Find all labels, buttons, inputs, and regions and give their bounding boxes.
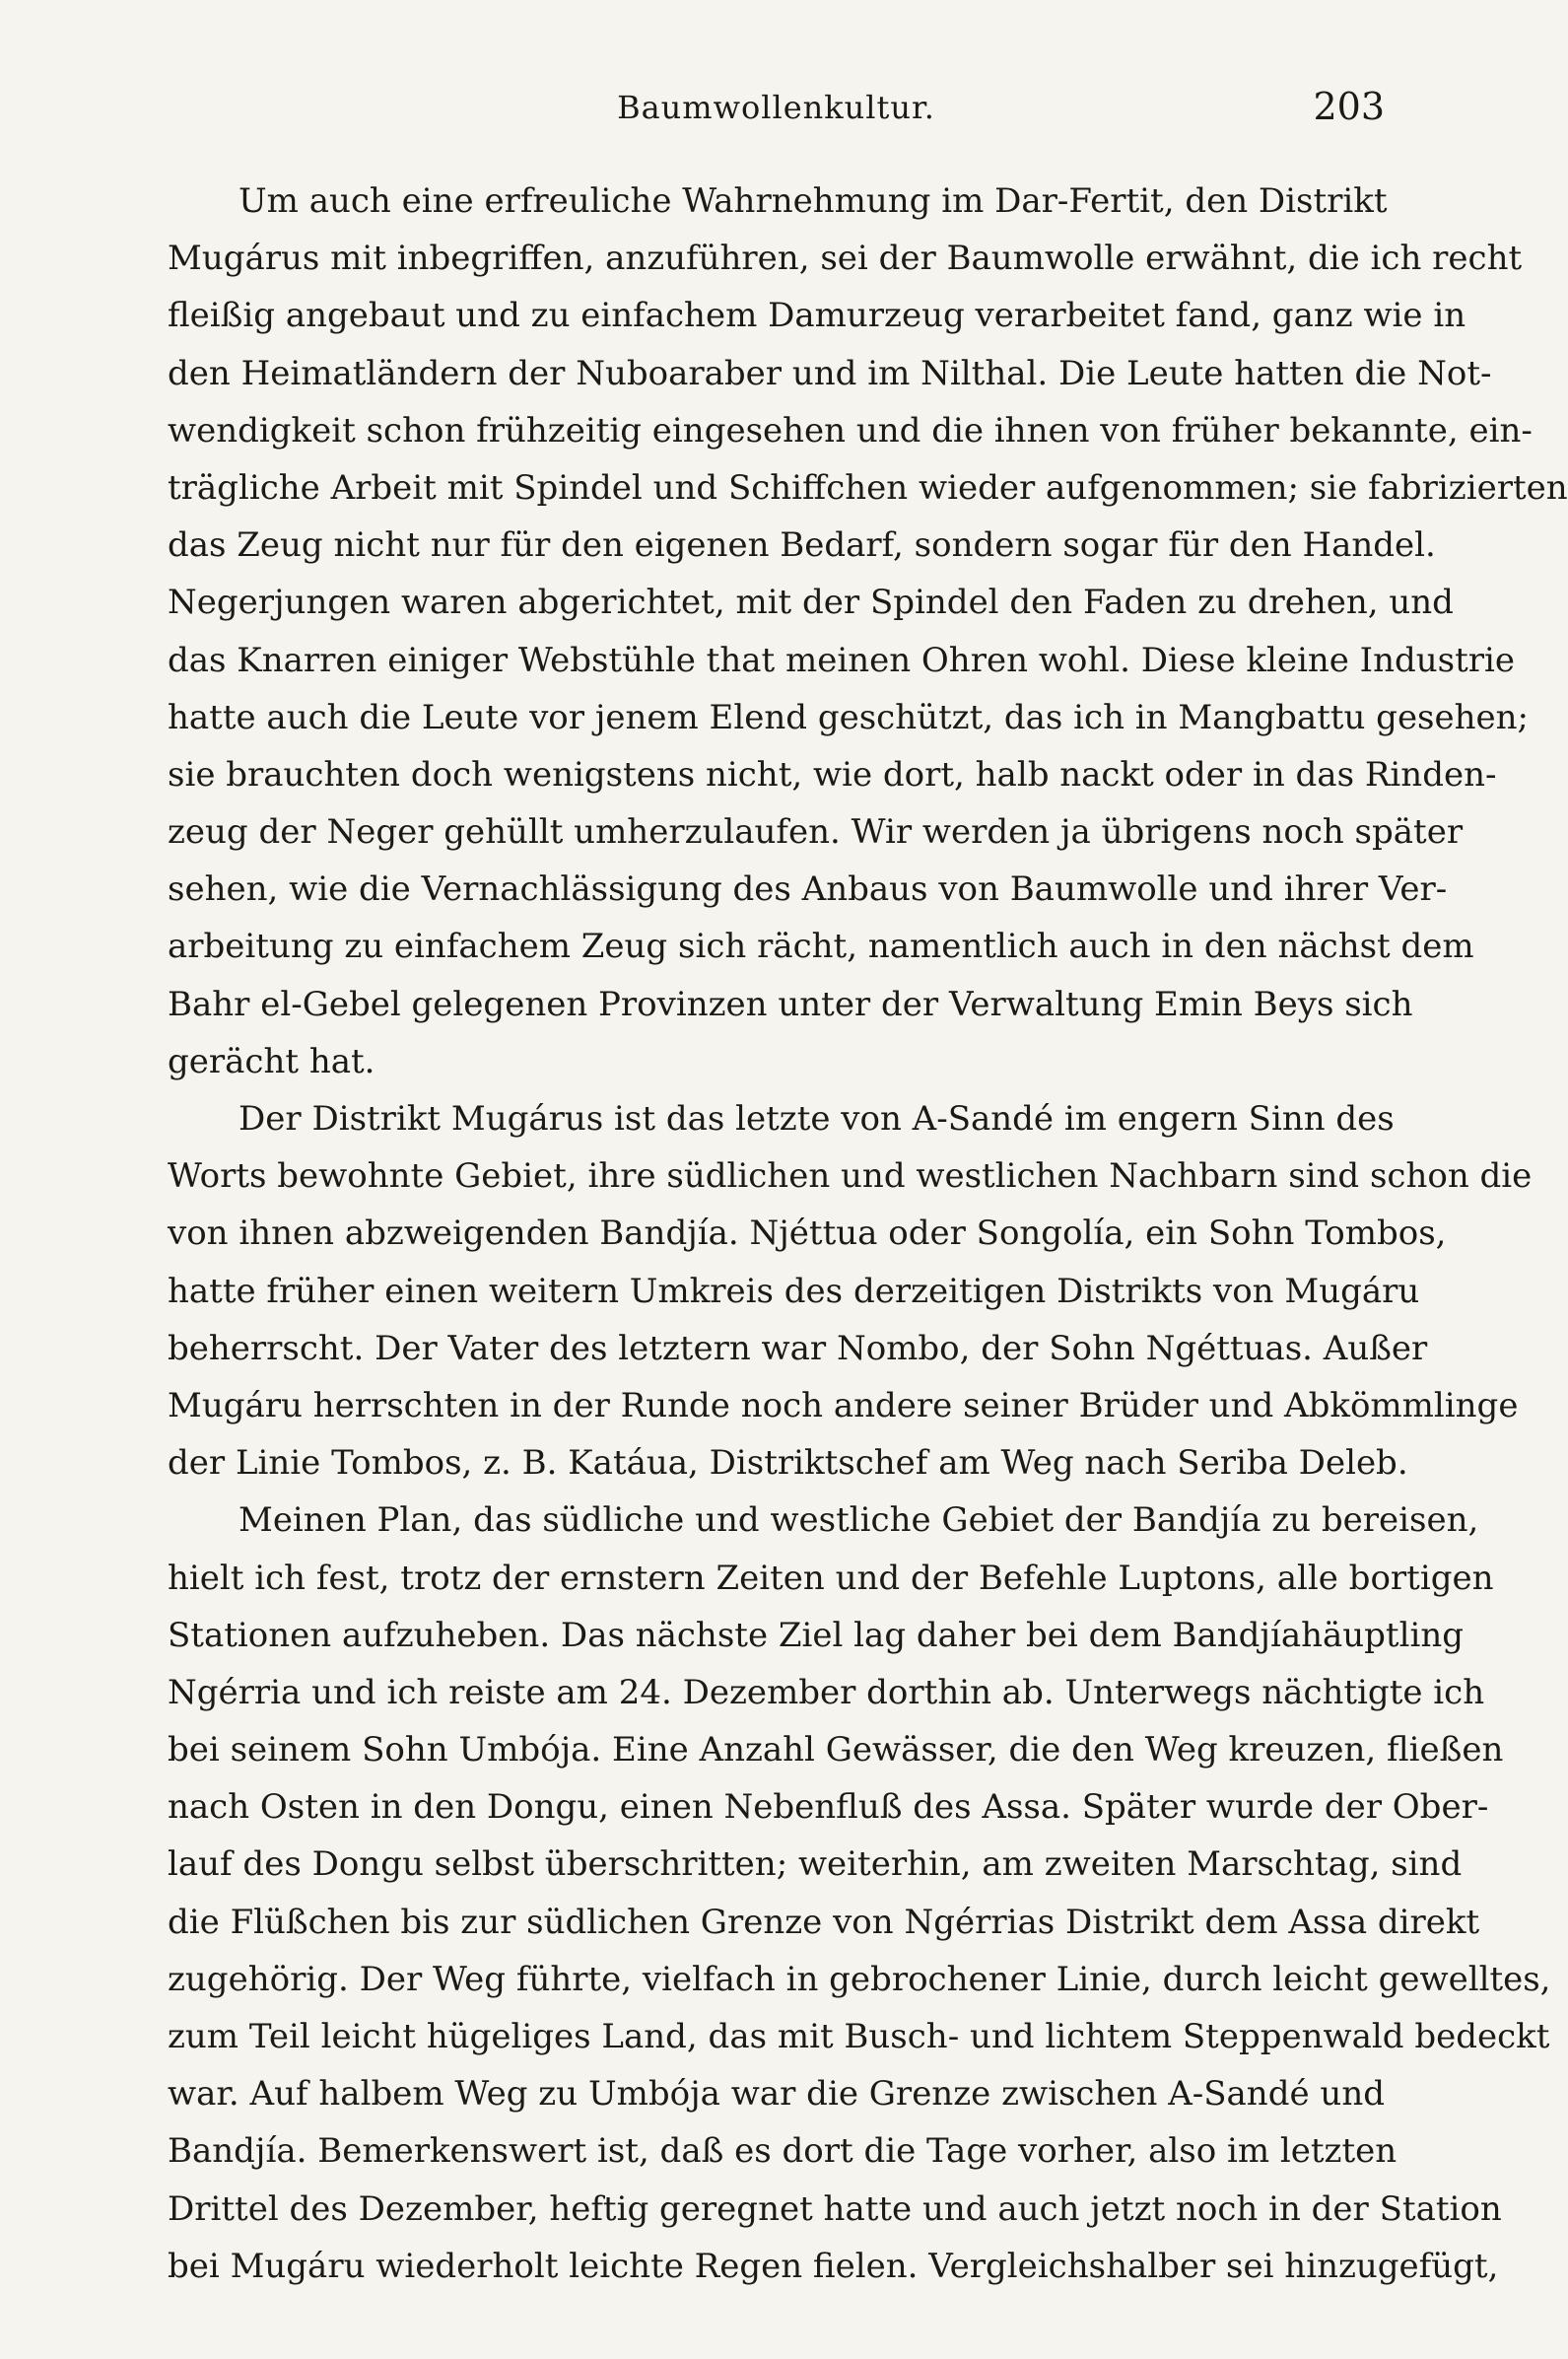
- text-line: zum Teil leicht hügeliges Land, das mit Busch- und lichtem Steppenwald bedeckt: [168, 2017, 1550, 2056]
- text-line: gerächt hat.: [168, 1041, 375, 1081]
- text-line: Negerjungen waren abgerichtet, mit der Spindel den Faden zu drehen, und: [168, 583, 1454, 623]
- text-line: Ngérria und ich reiste am 24. Dezember dorthin ab. Unterwegs nächtigte ich: [168, 1672, 1485, 1712]
- text-line: hatte auch die Leute vor jenem Elend geschützt, das ich in Mangbattu gesehen;: [168, 697, 1530, 737]
- text-line: Meinen Plan, das südliche und westliche Gebiet der Bandjía zu bereisen,: [239, 1500, 1479, 1541]
- text-line: fleißig angebaut und zu einfachem Damurzeug verarbeitet fand, ganz wie in: [168, 296, 1466, 336]
- text-line: zugehörig. Der Weg führte, vielfach in gebrochener Linie, durch leicht gewelltes,: [168, 1959, 1551, 1999]
- text-line: Mugáru herrschten in der Runde noch andere seiner Brüder und Abkömmlinge: [168, 1385, 1519, 1425]
- body-text: [168, 173, 1568, 2295]
- text-line: Der Distrikt Mugárus ist das letzte von A-Sandé im engern Sinn des: [239, 1099, 1395, 1139]
- text-line: trägliche Arbeit mit Spindel und Schiffchen wieder aufgenommen; sie fabrizierten: [168, 467, 1568, 508]
- text-line: das Zeug nicht nur für den eigenen Bedarf, sondern sogar für den Handel.: [168, 525, 1436, 566]
- text-line: Worts bewohnte Gebiet, ihre südlichen und westlichen Nachbarn sind schon die: [168, 1156, 1533, 1197]
- text-line: bei seinem Sohn Umbója. Eine Anzahl Gewässer, die den Weg kreuzen, fließen: [168, 1730, 1504, 1770]
- text-line: von ihnen abzweigenden Bandjía. Njéttua oder Songolía, ein Sohn Tombos,: [168, 1214, 1447, 1254]
- text-line: zeug der Neger gehüllt umherzulaufen. Wir werden ja übrigens noch später: [168, 812, 1464, 853]
- text-line: war. Auf halbem Weg zu Umbója war die Grenze zwischen A-Sandé und: [168, 2074, 1385, 2115]
- text-line: wendigkeit schon frühzeitig eingesehen und die ihnen von früher bekannte, ein-: [168, 410, 1533, 451]
- text-line: der Linie Tombos, z. B. Katáua, Distriktschef am Weg nach Seriba Deleb.: [168, 1443, 1408, 1484]
- text-line: sie brauchten doch wenigstens nicht, wie dort, halb nackt oder in das Rinden-: [168, 754, 1497, 795]
- text-line: hatte früher einen weitern Umkreis des derzeitigen Distrikts von Mugáru: [168, 1271, 1420, 1311]
- text-line: Mugárus mit inbegriffen, anzuführen, sei der Baumwolle erwähnt, die ich recht: [168, 239, 1523, 279]
- text-line: lauf des Dongu selbst überschritten; weiterhin, am zweiten Marschtag, sind: [168, 1844, 1463, 1885]
- text-line: Bahr el-Gebel gelegenen Provinzen unter der Verwaltung Emin Beys sich: [168, 984, 1413, 1024]
- text-line: bei Mugáru wiederholt leichte Regen fielen. Vergleichshalber sei hinzugefügt,: [168, 2246, 1499, 2286]
- text-line: arbeitung zu einfachem Zeug sich rächt, namentlich auch in den nächst dem: [168, 927, 1474, 967]
- page-number: 203: [1313, 85, 1385, 128]
- text-line: sehen, wie die Vernachlässigung des Anbaus von Baumwolle und ihrer Ver-: [168, 869, 1448, 910]
- text-line: Bandjía. Bemerkenswert ist, daß es dort die Tage vorher, also im letzten: [168, 2131, 1398, 2172]
- text-line: nach Osten in den Dongu, einen Nebenfluß des Assa. Später wurde der Ober-: [168, 1787, 1489, 1828]
- text-line: hielt ich fest, trotz der ernstern Zeiten und der Befehle Luptons, alle bortigen: [168, 1558, 1494, 1598]
- text-line: Um auch eine erfreuliche Wahrnehmung im Dar-Fertit, den Distrikt: [239, 181, 1388, 221]
- running-title: Baumwollenkultur.: [617, 89, 935, 126]
- text-line: Stationen aufzuheben. Das nächste Ziel lag daher bei dem Bandjíahäuptling: [168, 1615, 1465, 1655]
- text-line: Drittel des Dezember, heftig geregnet hatte und auch jetzt noch in der Station: [168, 2188, 1502, 2229]
- text-line: den Heimatländern der Nuboaraber und im Nilthal. Die Leute hatten die Not-: [168, 353, 1492, 393]
- text-line: beherrscht. Der Vater des letztern war Nombo, der Sohn Ngéttuas. Außer: [168, 1328, 1428, 1368]
- text-line: das Knarren einiger Webstühle that meinen Ohren wohl. Diese kleine Industrie: [168, 640, 1516, 680]
- text-line: die Flüßchen bis zur südlichen Grenze von Ngérrias Distrikt dem Assa direkt: [168, 1902, 1480, 1942]
- running-head: [168, 85, 1385, 134]
